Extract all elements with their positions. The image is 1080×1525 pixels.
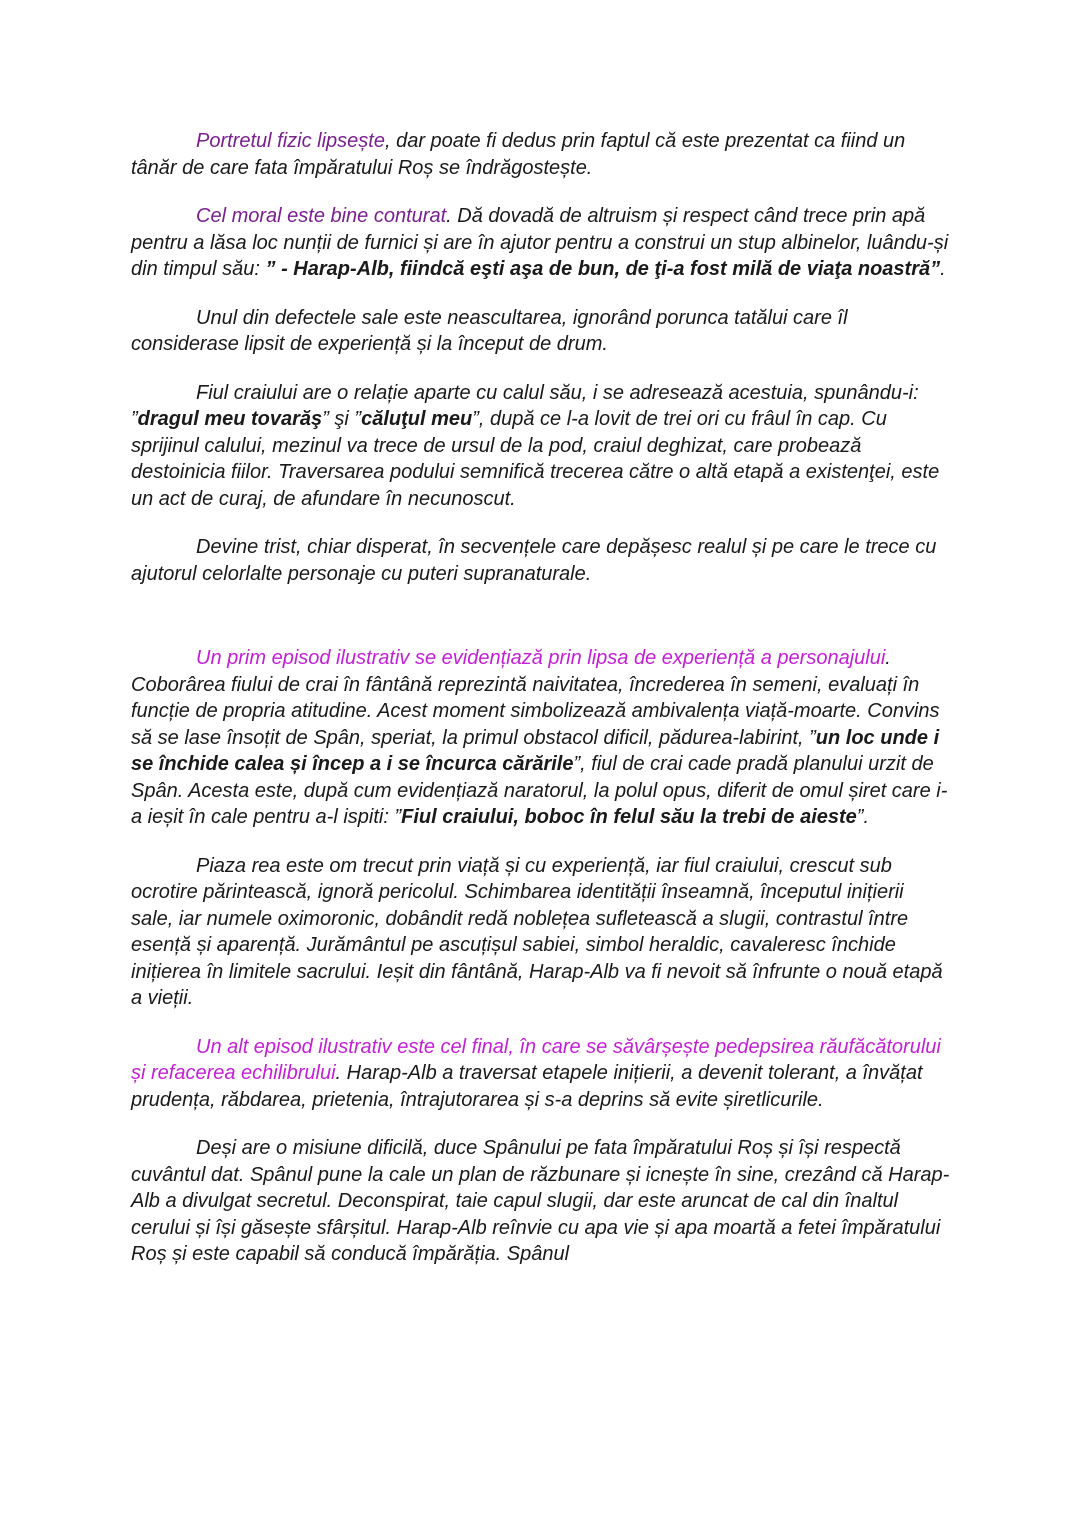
quoted-text: ” - Harap-Alb, fiindcă eşti aşa de bun, de ţi-a fost milă de viaţa noastră” — [265, 258, 941, 280]
text-segment: ”. — [856, 806, 869, 828]
quoted-text: dragul meu tovarăş — [137, 408, 323, 430]
highlighted-phrase: Cel moral este bine conturat — [196, 205, 447, 227]
highlighted-phrase: Portretul fizic lipsește — [196, 130, 385, 152]
text-segment: Piaza rea este om trecut prin viață și cu experiență, iar fiul craiului, crescut sub ocrotire părintească, ignoră pericolul. Schimbarea identității înseamnă, începutul inițierii sale, iar numele oximoronic, dobândit redă noblețea sufletească a slugii, contrastul între esență și aparență. Jurământul pe ascuțișul sabiei, simbol heraldic, cavaleresc închide inițierea în limitele sacrului. Ieșit din fântână, Harap-Alb va fi nevoit să înfrunte o nouă etapă a vieții. — [131, 854, 943, 1009]
paragraph — [131, 305, 951, 358]
text-segment: Fiul craiului are o relație aparte cu calul său, i se adresează acestuia, spunându-i: ” — [131, 381, 919, 430]
paragraph — [131, 1135, 951, 1268]
text-segment: . Coborârea fiului de crai în fântână reprezintă naivitatea, încrederea în semeni, evaluați în funcție de propria atitudine. Acest moment simbolizează ambivalența viață-moarte. Convins să se lase însoțit de Spân, speriat, la primul obstacol dificil, pădurea-labirint, ” — [131, 647, 940, 749]
text-segment: , dar poate fi dedus prin faptul că este prezentat ca fiind un tânăr de care fata împăratului Roș se îndrăgostește. — [131, 130, 906, 179]
text-segment: . — [940, 258, 946, 280]
paragraph — [131, 203, 951, 283]
paragraph — [131, 128, 951, 181]
highlighted-phrase: Un alt episod ilustrativ este cel final, în care se săvârșește pedepsirea răufăcătorului și refacerea echilibrului — [131, 1035, 941, 1084]
paragraph — [131, 534, 951, 587]
document-body — [131, 128, 951, 1290]
text-segment: . Harap-Alb a traversat etapele inițierii, a devenit tolerant, a învățat prudența, răbdarea, prietenia, întrajutorarea și s-a deprins să evite șiretlicurile. — [131, 1062, 923, 1111]
quoted-text: căluţul meu — [361, 408, 473, 430]
highlighted-phrase: Un prim episod ilustrativ se evidențiază prin lipsa de experiență a personajului — [196, 647, 886, 669]
text-segment: Devine trist, chiar disperat, în secvențele care depășesc realul și pe care le trece cu ajutorul celorlalte personaje cu puteri supranaturale. — [131, 536, 937, 585]
quoted-text: un loc unde i se închide calea și încep a i se încurca cărările — [131, 726, 940, 775]
paragraph — [131, 380, 951, 513]
text-segment: Unul din defectele sale este neascultarea, ignorând porunca tatălui care îl considerase lipsit de experiență și la început de drum. — [131, 306, 848, 355]
quoted-text: Fiul craiului, boboc în felul său la trebi de aieste — [401, 806, 857, 828]
text-segment: ” şi ” — [322, 408, 362, 430]
text-segment: . Dă dovadă de altruism și respect când trece prin apă pentru a lăsa loc nunții de furnici și are în ajutor pentru a construi un stup albinelor, luându-și din timpul său: — [131, 205, 949, 280]
paragraph — [131, 1034, 951, 1114]
paragraph — [131, 853, 951, 1012]
paragraph — [131, 645, 951, 831]
text-segment: ”, după ce l-a lovit de trei ori cu frâul în cap. Cu sprijinul calului, mezinul va trece de ursul de la pod, craiul deghizat, care probează destoinicia fiilor. Traversarea podului semnifică trecerea către o altă etapă a existenţei, este un act de curaj, de afundare în necunoscut. — [131, 408, 940, 510]
text-segment: Deși are o misiune dificilă, duce Spânului pe fata împăratului Roș și își respectă cuvântul dat. Spânul pune la cale un plan de răzbunare și icnește în sine, crezând că Harap-Alb a divulgat secretul. Deconspirat, taie capul slugii, dar este aruncat de cal din înaltul cerului și își găsește sfârșitul. Harap-Alb reînvie cu apa vie și apa moartă a fetei împăratului Roș și este capabil să conducă împărăția. Spânul — [131, 1137, 950, 1265]
text-segment: ”, fiul de crai cade pradă planului urzit de Spân. Acesta este, după cum evidențiază naratorul, la polul opus, diferit de omul șiret care i-a ieșit în cale pentru a-l ispiti: ” — [131, 753, 948, 828]
